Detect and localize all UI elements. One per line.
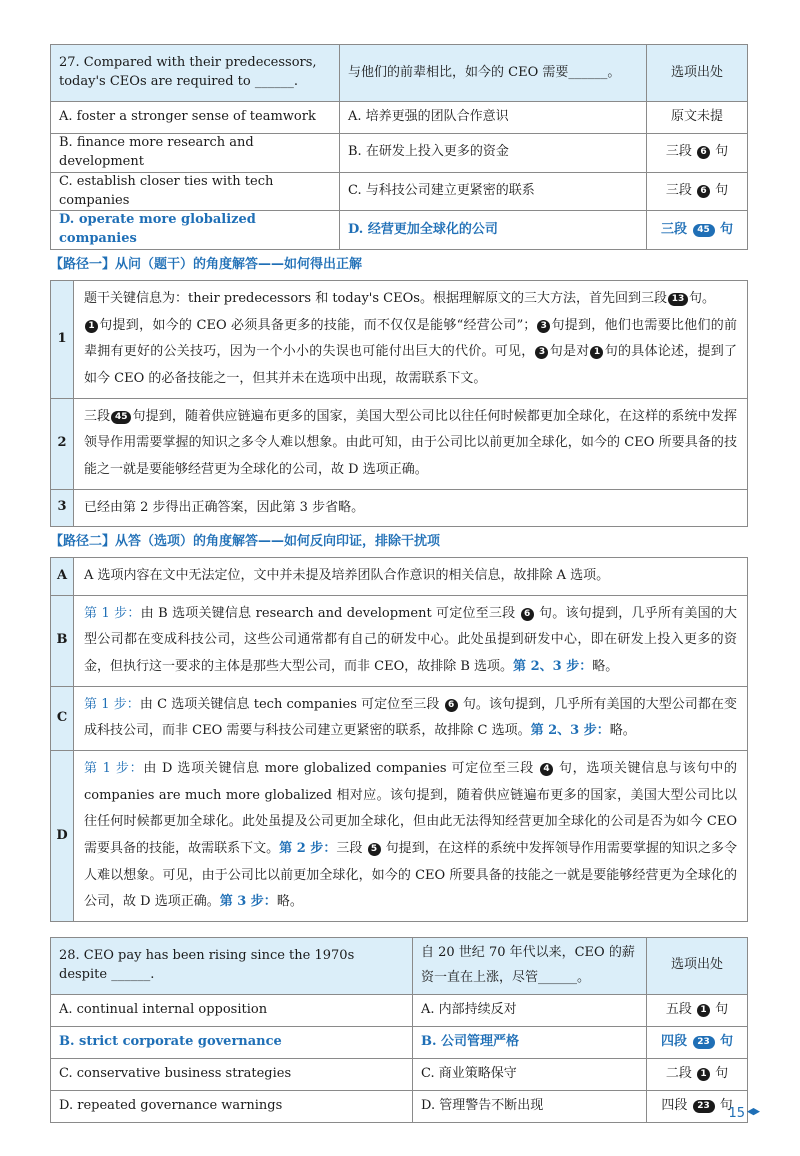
sentence-number-circle: 1 xyxy=(697,1004,710,1017)
q28-option-row-b-correct xyxy=(51,1026,748,1058)
q28-option-en: B. strict corporate governance xyxy=(51,1026,413,1058)
sentence-number-circle: 1 xyxy=(85,320,98,333)
page-number xyxy=(728,1106,760,1121)
sentence-number-circle: 23 xyxy=(693,1100,715,1113)
path1-table xyxy=(50,280,748,527)
step-label: 第 2 步： xyxy=(279,840,337,856)
page-number-text: 15 xyxy=(728,1106,745,1121)
text-run: 略。 xyxy=(609,723,636,739)
sentence-number-circle: 3 xyxy=(535,346,548,359)
sentence-number-circle: 6 xyxy=(521,608,534,621)
step-text xyxy=(74,281,748,399)
option-letter: A xyxy=(51,558,74,596)
source-sentence-suffix: 句 xyxy=(720,221,734,237)
path1-step-row xyxy=(51,489,748,527)
q27-option-zh: B. 在研发上投入更多的资金 xyxy=(340,134,647,173)
q27-option-source xyxy=(647,134,748,173)
q28-option-row-c xyxy=(51,1058,748,1090)
step-number: 2 xyxy=(51,398,74,489)
path2-option-row xyxy=(51,686,748,750)
q28-option-source xyxy=(647,1026,748,1058)
source-paragraph: 四段 xyxy=(660,1033,687,1049)
step-label: 第 1 步： xyxy=(84,696,140,712)
text-run: 题干关键信息为：their predecessors 和 today's CEOs。根据理解原文的三大方法，首先回到三段 xyxy=(84,291,667,307)
path1-step-row xyxy=(51,281,748,399)
text-run: 由 B 选项关键信息 research and development 可定位至三段 xyxy=(140,605,516,621)
source-sentence-suffix: 句 xyxy=(719,1097,733,1113)
option-analysis xyxy=(74,686,748,750)
q27-question-en: 27. Compared with their predecessors, today's CEOs are required to ______. xyxy=(51,45,340,102)
q28-option-zh: D. 管理警告不断出现 xyxy=(413,1090,647,1122)
q28-table xyxy=(50,937,748,1123)
source-sentence-suffix: 句 xyxy=(715,144,729,160)
q27-source-header: 选项出处 xyxy=(647,45,748,102)
step-number: 3 xyxy=(51,489,74,527)
text-run: 句，选项关键信息与该句中的 companies are much more globalized 相对应。该句提到，随着供应链遍布更多的国家，美国大型公司比以往任何时候都更加全球化。此处虽提及公司更加全球化，但由此无法得知经营更加全球化的公司是否为如今 CEO 需要具备的技能，故需联系下文。 xyxy=(84,761,737,856)
sentence-number-circle: 5 xyxy=(368,843,381,856)
q28-option-row-a xyxy=(51,994,748,1026)
text-run: 略。 xyxy=(276,894,303,910)
text-run: 句是对 xyxy=(549,344,590,360)
q27-table xyxy=(50,44,748,250)
q28-option-en: D. repeated governance warnings xyxy=(51,1090,413,1122)
q28-option-source xyxy=(647,1058,748,1090)
text-run: 句提到，他们也需要比他们的前辈拥有更好的公关技巧，因为一个小小的失误也可能付出巨大的代价。可见， xyxy=(84,317,737,360)
q28-source-header: 选项出处 xyxy=(647,937,748,994)
q27-option-row-d-correct xyxy=(51,211,748,250)
q28-question-en: 28. CEO pay has been rising since the 1970s despite ______. xyxy=(51,937,413,994)
source-sentence-suffix: 句 xyxy=(715,183,729,199)
step-label: 第 1 步： xyxy=(84,761,144,777)
path2-option-row xyxy=(51,595,748,686)
q27-option-zh: C. 与科技公司建立更紧密的联系 xyxy=(340,172,647,211)
q28-option-source xyxy=(647,994,748,1026)
sentence-number-circle: 45 xyxy=(693,224,715,237)
sentence-number-circle: 4 xyxy=(540,763,553,776)
spacer xyxy=(50,922,748,937)
q27-option-source xyxy=(647,172,748,211)
step-label: 第 3 步： xyxy=(219,894,277,910)
text-run: 句。 xyxy=(688,291,715,307)
text-run: 句提到，如今的 CEO 必须具备更多的技能，而不仅仅是能够“经营公司”； xyxy=(99,317,537,333)
path2-table xyxy=(50,557,748,922)
step-label: 第 1 步： xyxy=(84,605,141,621)
q27-option-en: A. foster a stronger sense of teamwork xyxy=(51,102,340,134)
option-analysis xyxy=(74,751,748,922)
q28-option-en: A. continual internal opposition xyxy=(51,994,413,1026)
sentence-number-circle: 13 xyxy=(668,293,688,306)
text-run: 句的具体论述，提到了如今 CEO 的必备技能之一，但其并未在选项中出现，故需联系下文。 xyxy=(84,344,737,386)
sentence-number-circle: 45 xyxy=(111,411,131,424)
q27-option-zh: D. 经营更加全球化的公司 xyxy=(340,211,647,250)
path1-title: 【路径一】从问（题干）的角度解答——如何得出正解 xyxy=(50,257,363,273)
q28-option-zh: A. 内部持续反对 xyxy=(413,994,647,1026)
source-sentence-suffix: 句 xyxy=(715,1001,729,1017)
source-paragraph: 三段 xyxy=(660,221,687,237)
path2-option-row xyxy=(51,751,748,922)
text-run: 句。该句提到，几乎所有美国的大型公司都在变成科技公司，这些公司通常都有自己的研发中心。此处虽提到研发中心，即在研发上投入更多的资金，但执行这一要求的主体是那些大型公司，而非 CEO，故排除 B 选项。 xyxy=(84,605,738,675)
q28-option-zh: C. 商业策略保守 xyxy=(413,1058,647,1090)
q28-option-en: C. conservative business strategies xyxy=(51,1058,413,1090)
sentence-number-circle: 23 xyxy=(693,1036,715,1049)
q28-header-row xyxy=(51,937,748,994)
path1-step-row xyxy=(51,398,748,489)
q27-header-row xyxy=(51,45,748,102)
source-paragraph: 三段 xyxy=(665,144,692,160)
text-run: 句。该句提到，几乎所有美国的大型公司都在变成科技公司，而非 CEO 需要与科技公司建立更紧密的联系，故排除 C 选项。 xyxy=(84,696,737,739)
q27-option-en: D. operate more globalized companies xyxy=(51,211,340,250)
option-analysis xyxy=(74,595,748,686)
text-run: 句提到，随着供应链遍布更多的国家，美国大型公司比以往任何时候都更加全球化，在这样的系统中发挥领导作用需要掌握的知识之多令人难以想象。由此可知，由于公司比以前更加全球化，如今的 CEO 所要具备的技能之一就是要能够经营更为全球化的公司，故 D 选项正确。 xyxy=(84,408,737,477)
step-text: 已经由第 2 步得出正确答案，因此第 3 步省略。 xyxy=(74,489,748,527)
page-content xyxy=(50,44,748,1123)
sentence-number-circle: 1 xyxy=(590,346,603,359)
sentence-number-circle: 1 xyxy=(697,1068,710,1081)
sentence-number-circle: 6 xyxy=(697,185,710,198)
path2-option-row xyxy=(51,558,748,596)
source-sentence-suffix: 句 xyxy=(715,1065,729,1081)
text-run: 由 C 选项关键信息 tech companies 可定位至三段 xyxy=(139,696,440,712)
option-analysis: A 选项内容在文中无法定位，文中并未提及培养团队合作意识的相关信息，故排除 A 选项。 xyxy=(74,558,748,596)
text-run: 三段 xyxy=(336,840,363,856)
option-letter: D xyxy=(51,751,74,922)
source-paragraph: 二段 xyxy=(665,1065,692,1081)
q28-option-zh: B. 公司管理严格 xyxy=(413,1026,647,1058)
text-run: 略。 xyxy=(592,659,619,675)
sentence-number-circle: 6 xyxy=(445,699,458,712)
q27-question-zh: 与他们的前辈相比，如今的 CEO 需要______。 xyxy=(340,45,647,102)
source-paragraph: 五段 xyxy=(665,1001,692,1017)
step-label: 第 2、3 步： xyxy=(513,659,593,675)
step-number: 1 xyxy=(51,281,74,399)
option-letter: C xyxy=(51,686,74,750)
graduation-cap-icon xyxy=(747,1108,760,1117)
q27-option-source: 原文未提 xyxy=(647,102,748,134)
source-paragraph: 四段 xyxy=(661,1097,688,1113)
source-paragraph: 三段 xyxy=(665,183,692,199)
source-sentence-suffix: 句 xyxy=(720,1033,734,1049)
q27-option-row-c xyxy=(51,172,748,211)
q27-option-source xyxy=(647,211,748,250)
q28-question-zh: 自 20 世纪 70 年代以来，CEO 的薪资一直在上涨，尽管______。 xyxy=(413,937,647,994)
sentence-number-circle: 3 xyxy=(537,320,550,333)
step-text xyxy=(74,398,748,489)
q28-option-row-d xyxy=(51,1090,748,1122)
q27-option-row-a xyxy=(51,102,748,134)
sentence-number-circle: 6 xyxy=(697,146,710,159)
q27-option-row-b xyxy=(51,134,748,173)
text-run: 由 D 选项关键信息 more globalized companies 可定位至三段 xyxy=(143,761,535,777)
q27-option-zh: A. 培养更强的团队合作意识 xyxy=(340,102,647,134)
option-letter: B xyxy=(51,595,74,686)
q27-option-en: B. finance more research and development xyxy=(51,134,340,173)
text-run: 句提到，在这样的系统中发挥领导作用需要掌握的知识之多令人难以想象。可见，由于公司比以前更加全球化，如今的 CEO 所要具备的技能之一就是要能够经营更为全球化的公司，故 D 选项正确。 xyxy=(84,840,737,910)
path2-title: 【路径二】从答（选项）的角度解答——如何反向印证，排除干扰项 xyxy=(50,534,441,550)
q27-option-en: C. establish closer ties with tech companies xyxy=(51,172,340,211)
text-run: 三段 xyxy=(84,408,111,424)
step-label: 第 2、3 步： xyxy=(530,723,610,739)
